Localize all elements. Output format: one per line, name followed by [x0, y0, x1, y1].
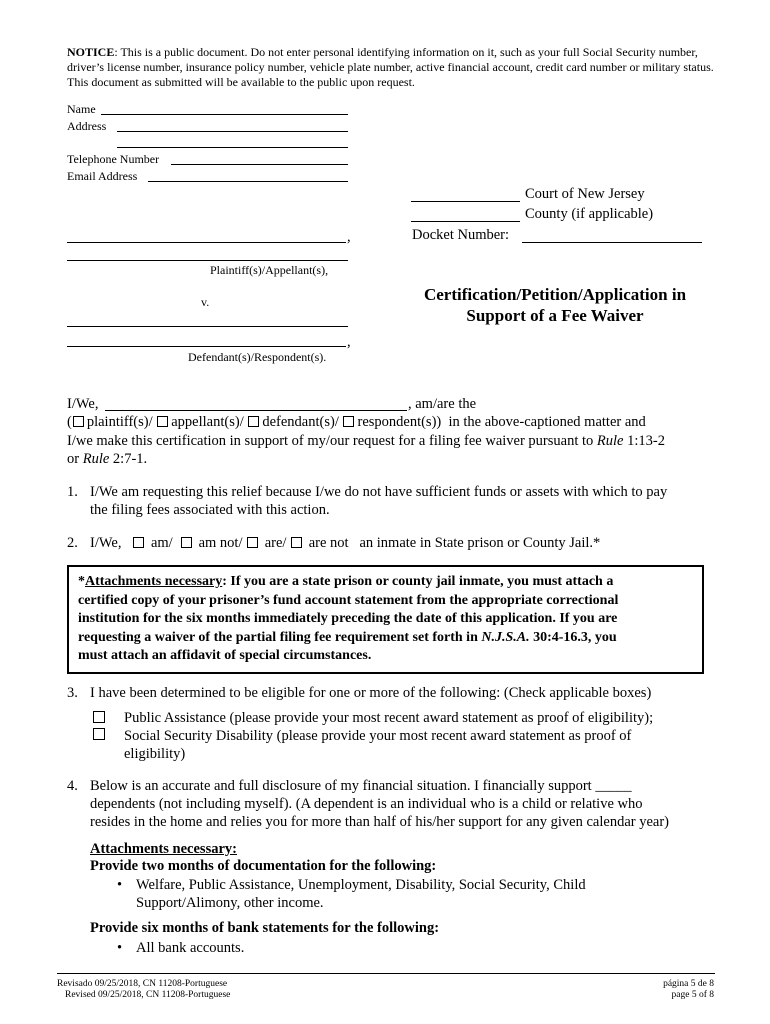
- intro-line-2-text: I/we make this certification in support of my/our request for a filing fee waiver pursuant to: [67, 433, 597, 449]
- plaintiff-checkbox[interactable]: [73, 416, 84, 427]
- intro-iwe: I/We,: [67, 396, 99, 412]
- intro-line-1-tail: in the above-captioned matter and: [448, 414, 646, 430]
- public-assistance-option: Public Assistance (please provide your most recent award statement as proof of eligibility);: [124, 710, 654, 726]
- address-field-line1[interactable]: [117, 131, 348, 132]
- rule-2-label: Rule: [82, 451, 110, 467]
- name-label: Name: [67, 102, 96, 116]
- defendant-option: defendant(s)/: [262, 414, 339, 430]
- box-line-5: must attach an affidavit of special circumstances.: [78, 648, 372, 664]
- footer-pagina: página 5 de 8: [663, 979, 714, 989]
- intro-amare: , am/are the: [408, 396, 477, 412]
- appellant-checkbox[interactable]: [157, 416, 168, 427]
- rule-2-number: 2:7-1.: [109, 451, 148, 467]
- title-line-1: Certification/Petition/Application in: [423, 285, 687, 304]
- court-field[interactable]: [411, 201, 520, 202]
- plaintiff-name-field[interactable]: [67, 242, 346, 243]
- njsa-label: N.J.S.A.: [481, 629, 530, 645]
- defendant-checkbox[interactable]: [248, 416, 259, 427]
- notice-text: : This is a public document. Do not enter personal identifying information on it, such as your full Social Security number, driver’s license number, insurance policy number, vehicle plate number, active financial account, credit card number or military status. This document as submitted will be available to the public upon request.: [67, 45, 714, 89]
- box-heading: Attachments necessary: [85, 574, 223, 589]
- county-label: County (if applicable): [525, 206, 654, 222]
- box-star: *: [78, 574, 85, 589]
- item-4-line-3: resides in the home and relies you for more than half of his/her support for any given calendar year): [90, 814, 669, 830]
- title-line-2: Support of a Fee Waiver: [466, 306, 644, 325]
- am-checkbox[interactable]: [133, 537, 144, 548]
- versus-label: v.: [201, 295, 210, 309]
- docket-field[interactable]: [522, 242, 702, 243]
- intro-line-2: [67, 432, 665, 451]
- party-name-field[interactable]: [105, 410, 407, 411]
- are-not-checkbox[interactable]: [291, 537, 302, 548]
- item-1-number: 1.: [67, 484, 78, 500]
- item-3-number: 3.: [67, 685, 78, 701]
- respondent-option: respondent(s)): [357, 414, 442, 430]
- footer-divider: [57, 973, 715, 974]
- notice-label: NOTICE: [67, 45, 115, 59]
- two-months-heading: Provide two months of documentation for the following:: [90, 858, 437, 874]
- box-line-1: [78, 573, 692, 592]
- box-text-1: : If you are a state prison or county jail inmate, you must attach a: [222, 574, 614, 589]
- address-field-line2[interactable]: [117, 147, 348, 148]
- defendant-name-field[interactable]: [67, 326, 348, 327]
- docket-label: Docket Number:: [412, 227, 510, 243]
- footer-revised: Revised 09/25/2018, CN 11208-Portuguese: [65, 990, 231, 1000]
- defendant-name-field-2[interactable]: [67, 346, 346, 347]
- intro-line-1: [67, 413, 646, 432]
- caption-comma-2: ,: [347, 334, 351, 350]
- email-label: Email Address: [67, 169, 138, 183]
- bullet-2: •: [117, 940, 123, 956]
- defendant-label: Defendant(s)/Respondent(s).: [188, 350, 327, 364]
- ssd-option-line-2: eligibility): [124, 746, 186, 762]
- ssd-checkbox[interactable]: [93, 728, 105, 740]
- respondent-checkbox[interactable]: [343, 416, 354, 427]
- are-option: are/: [264, 535, 287, 551]
- telephone-field[interactable]: [171, 164, 348, 165]
- bullet-1-line-1: Welfare, Public Assistance, Unemployment, Disability, Social Security, Child: [136, 877, 586, 893]
- intro-line-3: [67, 450, 147, 469]
- notice-paragraph: [67, 45, 717, 90]
- six-months-heading: Provide six months of bank statements for the following:: [90, 920, 440, 936]
- bullet-1-line-2: Support/Alimony, other income.: [136, 895, 324, 911]
- name-field[interactable]: [101, 114, 348, 115]
- item-1-line-1: I/We am requesting this relief because I/we do not have sufficient funds or assets with which to pay: [90, 484, 668, 500]
- plaintiff-label: Plaintiff(s)/Appellant(s),: [210, 263, 329, 277]
- appellant-option: appellant(s)/: [171, 414, 244, 430]
- email-field[interactable]: [148, 181, 348, 182]
- rule-1-label: Rule: [596, 433, 624, 449]
- box-line-2: certified copy of your prisoner’s fund account statement from the appropriate correctional: [78, 592, 619, 608]
- bullet-2-text: All bank accounts.: [136, 940, 245, 956]
- item-4-number: 4.: [67, 778, 78, 794]
- item-2-line: [90, 534, 600, 553]
- item-4-line-1: Below is an accurate and full disclosure of my financial situation. I financially support _____: [90, 778, 632, 794]
- are-checkbox[interactable]: [247, 537, 258, 548]
- county-field[interactable]: [411, 221, 520, 222]
- court-label: Court of New Jersey: [525, 186, 645, 202]
- footer-page: page 5 of 8: [671, 990, 714, 1000]
- item-2-iwe: I/We,: [90, 535, 122, 551]
- open-paren: (: [67, 414, 72, 430]
- bullet-1: •: [117, 877, 123, 893]
- attachments-heading: Attachments necessary:: [90, 841, 237, 857]
- box-line-3: institution for the six months immediately preceding the date of this application. If you are: [78, 611, 618, 627]
- intro-line-3-text: or: [67, 451, 83, 467]
- public-assistance-checkbox[interactable]: [93, 711, 105, 723]
- box-line-4-tail: 30:4-16.3, you: [529, 629, 617, 645]
- ssd-option-line-1: Social Security Disability (please provide your most recent award statement as proof of: [124, 728, 632, 744]
- item-3-text: I have been determined to be eligible for one or more of the following: (Check applicable boxes): [90, 685, 652, 701]
- am-option: am/: [150, 535, 173, 551]
- plaintiff-option: plaintiff(s)/: [86, 414, 153, 430]
- plaintiff-name-field-2[interactable]: [67, 260, 348, 261]
- are-not-option: are not: [308, 535, 349, 551]
- rule-1-number: 1:13-2: [623, 433, 665, 449]
- address-label: Address: [67, 119, 107, 133]
- am-not-option: am not/: [198, 535, 243, 551]
- box-line-4-text: requesting a waiver of the partial filing fee requirement set forth in: [78, 629, 482, 645]
- item-2-number: 2.: [67, 535, 78, 551]
- box-line-4: [78, 629, 692, 648]
- page-title: [395, 284, 715, 326]
- telephone-label: Telephone Number: [67, 152, 160, 166]
- footer-revisado: Revisado 09/25/2018, CN 11208-Portuguese: [57, 979, 228, 989]
- caption-comma-1: ,: [347, 229, 351, 245]
- attachments-notice-box: [67, 565, 704, 674]
- am-not-checkbox[interactable]: [181, 537, 192, 548]
- item-1-line-2: the filing fees associated with this action.: [90, 502, 330, 518]
- item-2-tail: an inmate in State prison or County Jail.*: [359, 535, 601, 551]
- item-4-line-2: dependents (not including myself). (A dependent is an individual who is a child or relative who: [90, 796, 643, 812]
